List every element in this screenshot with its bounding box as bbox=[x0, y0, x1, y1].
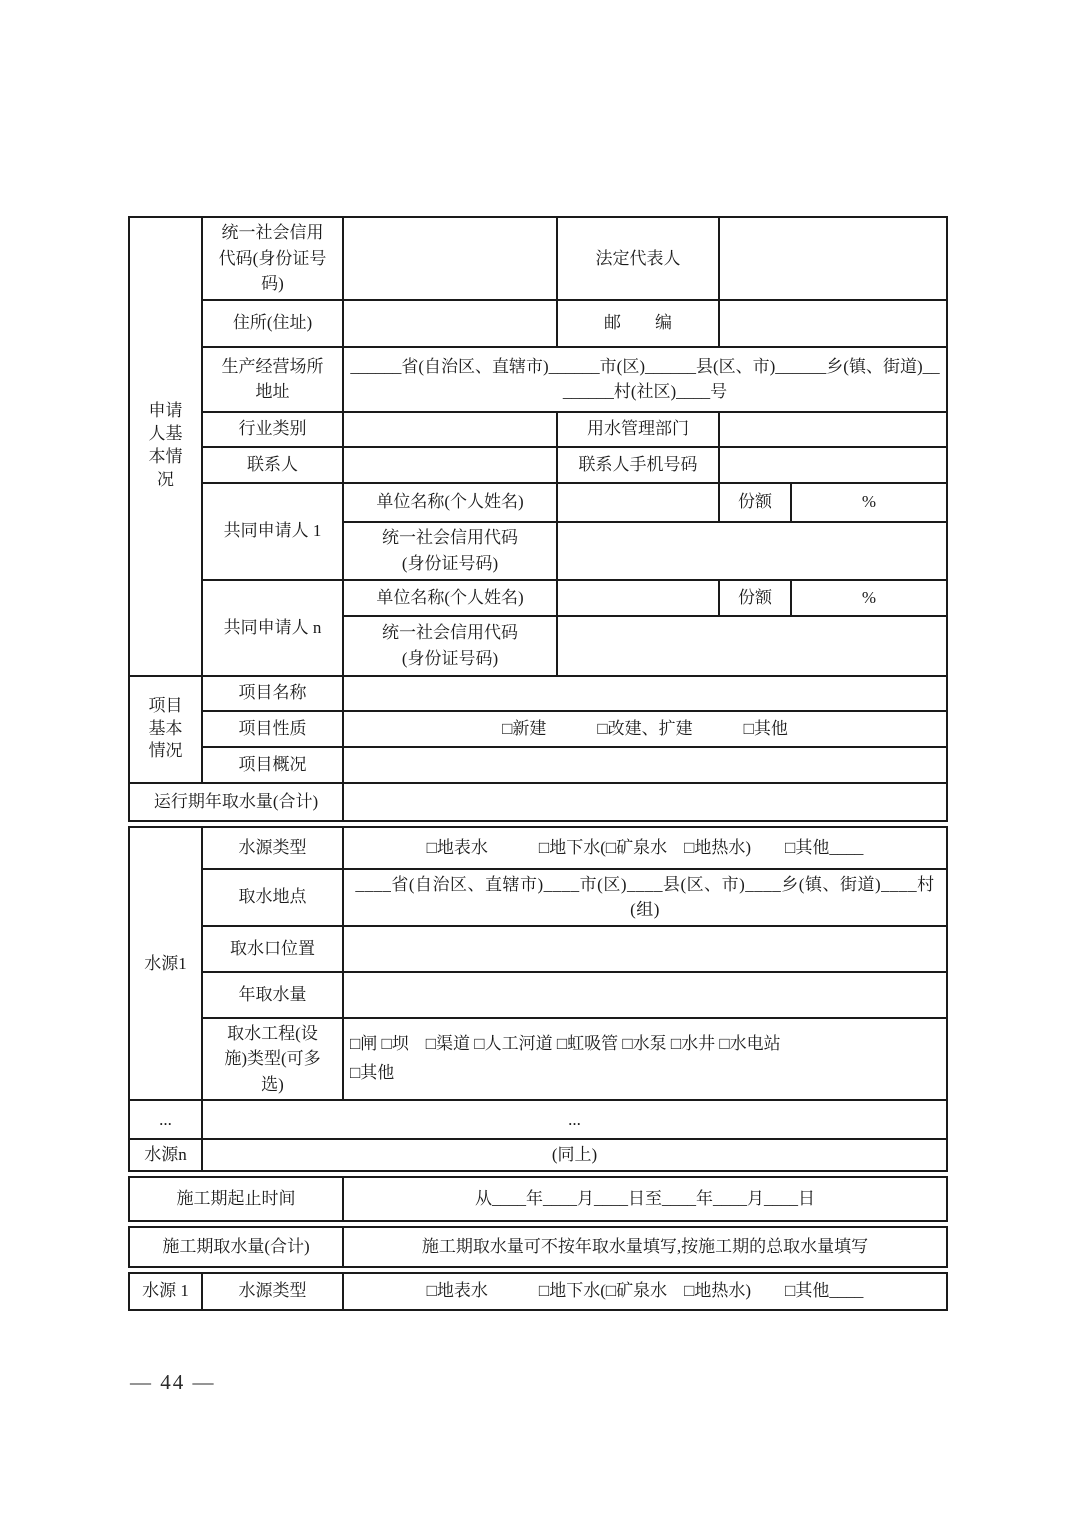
residence-label-cell: 住所(住址) bbox=[202, 300, 343, 347]
source1-location-label-cell: 取水地点 bbox=[202, 869, 343, 926]
construction-source1-type-options-cell: □地表水 □地下水(□矿泉水 □地热水) □其他____ bbox=[343, 1273, 947, 1310]
co1-credit-code-label-cell bbox=[343, 522, 557, 580]
co1-credit-code-label: 统一社会信用代码(身份证号码) bbox=[382, 528, 518, 573]
source1-annual-volume-value-cell bbox=[343, 972, 947, 1018]
source1-works-label: 取水工程(设施)类型(可多选) bbox=[224, 1023, 321, 1094]
project-overview-value-cell bbox=[343, 747, 947, 783]
credit-code-value-cell bbox=[343, 217, 557, 300]
ellipsis-label-cell: ... bbox=[129, 1100, 202, 1139]
construction-source1-type-label-cell: 水源类型 bbox=[202, 1273, 343, 1310]
con-unit-name-value-cell bbox=[557, 580, 719, 616]
application-form bbox=[128, 216, 946, 1315]
applicant-project-table bbox=[128, 216, 948, 822]
con-credit-code-label-cell bbox=[343, 616, 557, 676]
ellipsis-value-cell: ... bbox=[202, 1100, 947, 1139]
project-nature-options-cell: □新建 □改建、扩建 □其他 bbox=[343, 711, 947, 747]
construction-period-table bbox=[128, 1176, 948, 1222]
applicant-group-label: 申请人基本情况 bbox=[148, 401, 183, 490]
credit-code-label: 统一社会信用代码(身份证号码) bbox=[218, 223, 327, 293]
source1-works-label-cell bbox=[202, 1018, 343, 1101]
project-group-label-cell bbox=[129, 676, 202, 783]
source1-works-options-line2: □其他 bbox=[350, 1062, 395, 1082]
source1-intake-position-value-cell bbox=[343, 926, 947, 972]
source1-intake-position-label-cell: 取水口位置 bbox=[202, 926, 343, 972]
operation-intake-label-cell: 运行期年取水量(合计) bbox=[129, 783, 343, 821]
industry-label-cell: 行业类别 bbox=[202, 412, 343, 447]
co1-share-label-cell: 份额 bbox=[719, 483, 791, 522]
source1-type-label-cell: 水源类型 bbox=[202, 827, 343, 869]
project-nature-label-cell: 项目性质 bbox=[202, 711, 343, 747]
water-dept-value-cell bbox=[719, 412, 947, 447]
co1-unit-name-label-cell: 单位名称(个人姓名) bbox=[343, 483, 557, 522]
co-applicant-n-label-cell: 共同申请人 n bbox=[202, 580, 343, 676]
contact-value-cell bbox=[343, 447, 557, 483]
postcode-label-cell: 邮 编 bbox=[557, 300, 719, 347]
co1-share-percent-cell: % bbox=[791, 483, 947, 522]
source-n-label-cell: 水源n bbox=[129, 1139, 202, 1171]
con-share-percent-cell: % bbox=[791, 580, 947, 616]
construction-source1-group-label-cell: 水源 1 bbox=[129, 1273, 202, 1310]
page-number: — 44 — bbox=[130, 1370, 216, 1394]
construction-intake-label-cell: 施工期取水量(合计) bbox=[129, 1227, 343, 1267]
source-n-value-cell: (同上) bbox=[202, 1139, 947, 1171]
project-name-value-cell bbox=[343, 676, 947, 711]
water-dept-label-cell: 用水管理部门 bbox=[557, 412, 719, 447]
con-share-label-cell: 份额 bbox=[719, 580, 791, 616]
residence-value-cell bbox=[343, 300, 557, 347]
applicant-group-label-cell bbox=[129, 217, 202, 676]
project-name-label-cell: 项目名称 bbox=[202, 676, 343, 711]
business-site-label-cell bbox=[202, 347, 343, 412]
water-source-table bbox=[128, 826, 948, 1172]
project-overview-label-cell: 项目概况 bbox=[202, 747, 343, 783]
credit-code-label-cell bbox=[202, 217, 343, 300]
construction-period-value-cell: 从____年____月____日至____年____月____日 bbox=[343, 1177, 947, 1221]
co1-unit-name-value-cell bbox=[557, 483, 719, 522]
project-group-label: 项目基本情况 bbox=[148, 695, 183, 761]
legal-rep-value-cell bbox=[719, 217, 947, 300]
business-site-blank-cell: ______省(自治区、直辖市)______市(区)______县(区、市)______乡(镇、街道)________村(社区)____号 bbox=[343, 347, 947, 412]
co1-credit-code-value-cell bbox=[557, 522, 947, 580]
source1-annual-volume-label-cell: 年取水量 bbox=[202, 972, 343, 1018]
construction-intake-table bbox=[128, 1226, 948, 1268]
construction-intake-note-cell: 施工期取水量可不按年取水量填写,按施工期的总取水量填写 bbox=[343, 1227, 947, 1267]
con-credit-code-label: 统一社会信用代码(身份证号码) bbox=[382, 623, 518, 668]
contact-phone-label-cell: 联系人手机号码 bbox=[557, 447, 719, 483]
contact-label-cell: 联系人 bbox=[202, 447, 343, 483]
co-applicant-1-label-cell: 共同申请人 1 bbox=[202, 483, 343, 580]
source1-works-options-cell bbox=[343, 1018, 947, 1101]
source1-works-options-line1: □闸 □坝 □渠道 □人工河道 □虹吸管 □水泵 □水井 □水电站 bbox=[350, 1033, 781, 1053]
construction-source1-table bbox=[128, 1272, 948, 1311]
con-credit-code-value-cell bbox=[557, 616, 947, 676]
operation-intake-value-cell bbox=[343, 783, 947, 821]
business-site-label: 生产经营场所地址 bbox=[221, 356, 324, 401]
source1-type-options-cell: □地表水 □地下水(□矿泉水 □地热水) □其他____ bbox=[343, 827, 947, 869]
industry-value-cell bbox=[343, 412, 557, 447]
legal-rep-label-cell: 法定代表人 bbox=[557, 217, 719, 300]
construction-period-label-cell: 施工期起止时间 bbox=[129, 1177, 343, 1221]
con-unit-name-label-cell: 单位名称(个人姓名) bbox=[343, 580, 557, 616]
contact-phone-value-cell bbox=[719, 447, 947, 483]
source1-location-blank-cell: ____省(自治区、直辖市)____市(区)____县(区、市)____乡(镇、街道)____村(组) bbox=[343, 869, 947, 926]
postcode-value-cell bbox=[719, 300, 947, 347]
source1-group-label-cell: 水源1 bbox=[129, 827, 202, 1101]
